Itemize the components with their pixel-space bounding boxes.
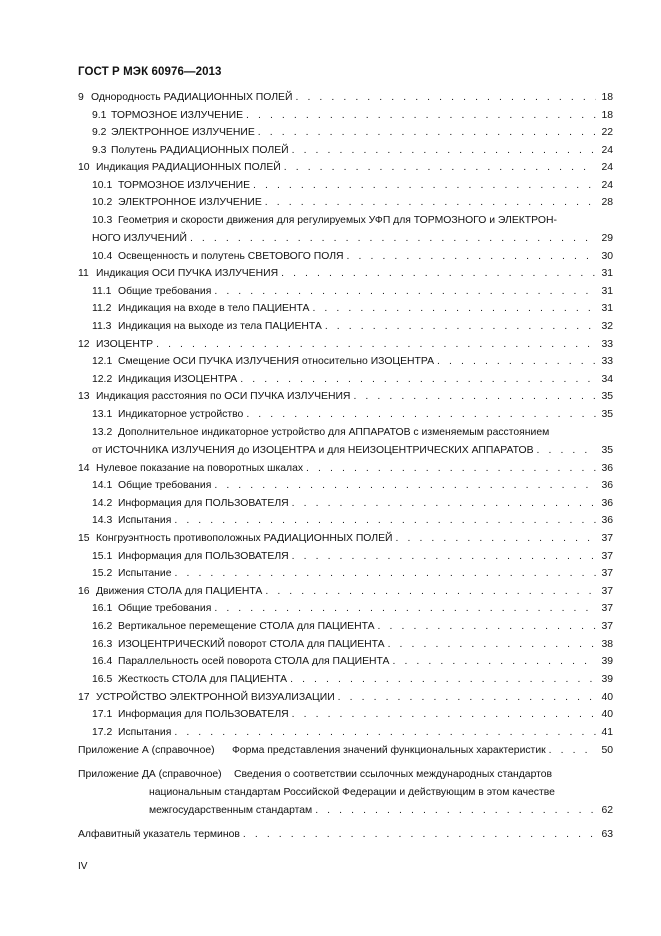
toc-entry-page: 18 [601, 110, 613, 121]
toc-entry-page: 36 [601, 480, 613, 491]
toc-entry[interactable] [92, 215, 613, 245]
toc-entry-number: 17.2 [92, 727, 113, 738]
toc-entry[interactable] [78, 692, 613, 704]
toc-entry[interactable] [92, 709, 613, 721]
toc-entry-title-line: Геометрия и скорости движения для регулируемых УФП для ТОРМОЗНОГО и ЭЛЕКТРОН- [118, 215, 557, 226]
toc-entry-title: ИЗОЦЕНТР [96, 339, 154, 350]
toc-entry[interactable] [92, 674, 613, 686]
toc-entry-number: 11.3 [92, 321, 112, 332]
toc-entry[interactable] [92, 621, 613, 633]
toc-entry[interactable] [78, 92, 613, 104]
toc-entry-title: Испытание [118, 568, 172, 579]
toc-entry[interactable] [92, 374, 613, 386]
toc-entry-number: 15.2 [92, 568, 113, 579]
toc-entry-title-line: Сведения о соответствии ссылочных международных стандартов [234, 769, 553, 780]
leader-dots [265, 197, 596, 209]
toc-entry-number: 12.2 [92, 374, 113, 385]
toc-entry-title-line: межгосударственным стандартам [149, 805, 313, 816]
toc-entry[interactable] [78, 162, 613, 174]
leader-dots [174, 515, 596, 527]
toc-entry[interactable] [92, 656, 613, 668]
toc-entry[interactable] [78, 533, 613, 545]
toc-entry-page: 34 [601, 374, 613, 385]
toc-entry-page: 37 [601, 586, 613, 597]
toc-entry-number: 10.2 [92, 197, 113, 208]
toc-entry-number: 15.1 [92, 551, 113, 562]
toc-entry-number: 16 [78, 586, 90, 597]
toc-entry[interactable] [78, 745, 613, 757]
toc-entry-page: 29 [601, 233, 613, 244]
leader-dots [315, 805, 596, 817]
toc-entry-page: 35 [601, 409, 613, 420]
toc-entry-title: Информация для ПОЛЬЗОВАТЕЛЯ [118, 709, 289, 720]
toc-entry-number: 9.1 [92, 110, 107, 121]
toc-entry-page: 36 [601, 515, 613, 526]
toc-entry-page: 50 [601, 745, 613, 756]
toc-entry-number: 16.1 [92, 603, 113, 614]
toc-entry-title: ЭЛЕКТРОННОЕ ИЗЛУЧЕНИЕ [118, 197, 262, 208]
toc-entry[interactable] [78, 463, 613, 475]
toc-entry-page: 41 [601, 727, 613, 738]
toc-entry[interactable] [78, 391, 613, 403]
toc-entry-number: 9.2 [92, 127, 107, 138]
toc-entry[interactable] [92, 409, 613, 421]
leader-dots [378, 621, 596, 633]
toc-entry-title: Индикация ИЗОЦЕНТРА [118, 374, 238, 385]
toc-entry-title: Индикаторное устройство [118, 409, 244, 420]
toc-entry-title: Вертикальное перемещение СТОЛА для ПАЦИЕНТА [118, 621, 375, 632]
toc-entry-number: 10.1 [92, 180, 113, 191]
leader-dots [246, 409, 596, 421]
toc-entry-number: 16.2 [92, 621, 113, 632]
toc-entry-number: 16.4 [92, 656, 113, 667]
toc-entry-page: 24 [601, 162, 613, 173]
leader-dots [214, 480, 596, 492]
toc-entry[interactable] [92, 568, 613, 580]
toc-entry-title: Индикация расстояния по ОСИ ПУЧКА ИЗЛУЧЕНИЯ [96, 391, 351, 402]
leader-dots [437, 356, 596, 368]
leader-dots [549, 745, 596, 757]
toc-entry-title: Жесткость СТОЛА для ПАЦИЕНТА [118, 674, 288, 685]
toc-entry-title: Индикация на входе в тело ПАЦИЕНТА [118, 303, 310, 314]
toc-entry-title: Смещение ОСИ ПУЧКА ИЗЛУЧЕНИЯ относительно ИЗОЦЕНТРА [118, 356, 435, 367]
toc-entry-title: Информация для ПОЛЬЗОВАТЕЛЯ [118, 498, 289, 509]
page-number-roman: IV [78, 861, 88, 872]
toc-entry-number: 17.1 [92, 709, 113, 720]
toc-entry-page: 33 [601, 339, 613, 350]
leader-dots [292, 551, 596, 563]
toc-entry-title: Освещенность и полутень СВЕТОВОГО ПОЛЯ [118, 251, 344, 262]
toc-entry-number: 9.3 [92, 145, 107, 156]
leader-dots [388, 639, 596, 651]
toc-entry-title-line: Дополнительное индикаторное устройство для АППАРАТОВ с изменяемым расстоянием [118, 427, 550, 438]
toc-entry-page: 36 [601, 498, 613, 509]
leader-dots [392, 656, 596, 668]
toc-entry-title-line: от ИСТОЧНИКА ИЗЛУЧЕНИЯ до ИЗОЦЕНТРА и для НЕИЗОЦЕНТРИЧЕСКИХ АППАРАТОВ [92, 445, 534, 456]
leader-dots [537, 445, 596, 457]
toc-entry-number: 9 [78, 92, 84, 103]
toc-entry[interactable] [78, 268, 613, 280]
toc-entry-page: 30 [601, 251, 613, 262]
toc-entry-title: Общие требования [118, 286, 212, 297]
leader-dots [325, 321, 596, 333]
toc-entry[interactable] [92, 515, 613, 527]
toc-entry-page: 35 [601, 391, 613, 402]
leader-dots [246, 110, 596, 122]
toc-entry[interactable] [92, 356, 613, 368]
toc-entry-title: Движения СТОЛА для ПАЦИЕНТА [96, 586, 263, 597]
toc-entry[interactable] [92, 110, 613, 122]
toc-entry-title: УСТРОЙСТВО ЭЛЕКТРОННОЙ ВИЗУАЛИЗАЦИИ [96, 692, 335, 703]
toc-entry-number: 10 [78, 162, 90, 173]
toc-entry-page: 39 [601, 656, 613, 667]
toc-entry-number: 16.5 [92, 674, 113, 685]
toc-entry-title: Индикация на выходе из тела ПАЦИЕНТА [118, 321, 322, 332]
toc-entry-number: 12 [78, 339, 90, 350]
leader-dots [312, 303, 596, 315]
toc-entry-title: ТОРМОЗНОЕ ИЗЛУЧЕНИЕ [111, 110, 243, 121]
toc-entry-title: Конгруэнтность противоположных РАДИАЦИОННЫХ ПОЛЕЙ [96, 533, 393, 544]
toc-entry-title: Индикация ОСИ ПУЧКА ИЗЛУЧЕНИЯ [96, 268, 279, 279]
toc-entry-title: Общие требования [118, 603, 212, 614]
leader-dots [214, 286, 596, 298]
leader-dots [292, 498, 596, 510]
leader-dots [347, 251, 596, 263]
leader-dots [290, 674, 596, 686]
toc-entry[interactable] [78, 769, 613, 817]
document-header: ГОСТ Р МЭК 60976—2013 [78, 66, 222, 78]
toc-entry-number: 11.2 [92, 303, 112, 314]
toc-entry-page: 32 [601, 321, 613, 332]
toc-entry[interactable] [92, 303, 613, 315]
toc-entry-page: 37 [601, 551, 613, 562]
toc-entry-page: 63 [601, 829, 613, 840]
leader-dots [338, 692, 596, 704]
leader-dots [292, 145, 596, 157]
toc-entry-number: 13 [78, 391, 90, 402]
toc-entry-number: 10.3 [92, 215, 113, 226]
toc-entry-title: Однородность РАДИАЦИОННЫХ ПОЛЕЙ [91, 92, 293, 103]
toc-entry-number: 16.3 [92, 639, 113, 650]
toc-entry[interactable] [92, 145, 613, 157]
toc-entry-number: 11.1 [92, 286, 112, 297]
toc-entry-title-line: национальным стандартам Российской Федерации и действующим в этом качестве [149, 787, 555, 798]
toc-entry-page: 37 [601, 568, 613, 579]
toc-entry-number: 12.1 [92, 356, 113, 367]
leader-dots [243, 829, 596, 841]
leader-dots [284, 162, 596, 174]
toc-entry-number: 15 [78, 533, 90, 544]
leader-dots [353, 391, 596, 403]
leader-dots [253, 180, 596, 192]
toc-entry[interactable] [92, 197, 613, 209]
toc-entry-page: 36 [601, 463, 613, 474]
toc-entry[interactable] [78, 829, 613, 841]
toc-entry-page: 31 [601, 286, 613, 297]
leader-dots [214, 603, 596, 615]
leader-dots [190, 233, 596, 245]
leader-dots [295, 92, 596, 104]
toc-entry-page: 24 [601, 145, 613, 156]
toc-entry-page: 31 [601, 303, 613, 314]
toc-entry[interactable] [92, 427, 613, 457]
leader-dots [396, 533, 597, 545]
toc-entry-page: 18 [601, 92, 613, 103]
toc-entry-title: Форма представления значений функциональных характеристик [232, 745, 546, 756]
toc-entry-number: 13.2 [92, 427, 113, 438]
toc-entry[interactable] [92, 286, 613, 298]
toc-entry[interactable] [92, 251, 613, 263]
toc-entry-number: 10.4 [92, 251, 113, 262]
toc-entry-page: 62 [601, 805, 613, 816]
leader-dots [281, 268, 596, 280]
toc-entry-title: ТОРМОЗНОЕ ИЗЛУЧЕНИЕ [118, 180, 250, 191]
toc-entry[interactable] [92, 180, 613, 192]
toc-entry-title: Алфавитный указатель терминов [78, 829, 240, 840]
leader-dots [156, 339, 596, 351]
toc-entry-title: Полутень РАДИАЦИОННЫХ ПОЛЕЙ [111, 145, 289, 156]
leader-dots [306, 463, 596, 475]
toc-entry-title: Информация для ПОЛЬЗОВАТЕЛЯ [118, 551, 289, 562]
toc-entry[interactable] [92, 498, 613, 510]
toc-entry-title-line: НОГО ИЗЛУЧЕНИЙ [92, 233, 187, 244]
toc-entry-page: 35 [601, 445, 613, 456]
toc-entry-number: Приложение А (справочное) [78, 745, 215, 756]
toc-entry-page: 28 [601, 197, 613, 208]
toc-entry[interactable] [92, 321, 613, 333]
leader-dots [174, 727, 596, 739]
toc-entry-title: Параллельность осей поворота СТОЛА для ПАЦИЕНТА [118, 656, 390, 667]
toc-entry-title: Общие требования [118, 480, 212, 491]
toc-entry-page: 37 [601, 533, 613, 544]
toc-entry-number: 14 [78, 463, 90, 474]
toc-entry-page: 40 [601, 709, 613, 720]
toc-entry-page: 37 [601, 603, 613, 614]
toc-entry[interactable] [92, 603, 613, 615]
toc-entry-page: 37 [601, 621, 613, 632]
toc-entry-page: 40 [601, 692, 613, 703]
toc-entry-page: 39 [601, 674, 613, 685]
toc-entry-number: 14.3 [92, 515, 113, 526]
toc-entry-number: Приложение ДА (справочное) [78, 769, 222, 780]
toc-entry-page: 24 [601, 180, 613, 191]
leader-dots [240, 374, 596, 386]
toc-entry[interactable] [92, 127, 613, 139]
leader-dots [265, 586, 596, 598]
leader-dots [175, 568, 596, 580]
toc-entry-page: 38 [601, 639, 613, 650]
toc-entry[interactable] [78, 586, 613, 598]
toc-entry-page: 31 [601, 268, 613, 279]
toc-entry-title: Испытания [118, 727, 172, 738]
toc-entry-page: 33 [601, 356, 613, 367]
leader-dots [258, 127, 596, 139]
toc-entry[interactable] [92, 480, 613, 492]
toc-entry[interactable] [92, 727, 613, 739]
toc-entry-number: 17 [78, 692, 90, 703]
toc-entry-title: Индикация РАДИАЦИОННЫХ ПОЛЕЙ [96, 162, 281, 173]
toc-entry[interactable] [92, 551, 613, 563]
toc-entry-number: 11 [78, 268, 89, 279]
toc-entry-title: ИЗОЦЕНТРИЧЕСКИЙ поворот СТОЛА для ПАЦИЕНТА [118, 639, 385, 650]
toc-entry-number: 14.1 [92, 480, 113, 491]
toc-entry-title: Испытания [118, 515, 172, 526]
toc-entry-title: Нулевое показание на поворотных шкалах [96, 463, 304, 474]
toc-entry-page: 22 [601, 127, 613, 138]
toc-entry[interactable] [92, 639, 613, 651]
toc-entry-title: ЭЛЕКТРОННОЕ ИЗЛУЧЕНИЕ [111, 127, 255, 138]
leader-dots [292, 709, 596, 721]
toc-entry[interactable] [78, 339, 613, 351]
toc-entry-number: 13.1 [92, 409, 113, 420]
toc-entry-number: 14.2 [92, 498, 113, 509]
